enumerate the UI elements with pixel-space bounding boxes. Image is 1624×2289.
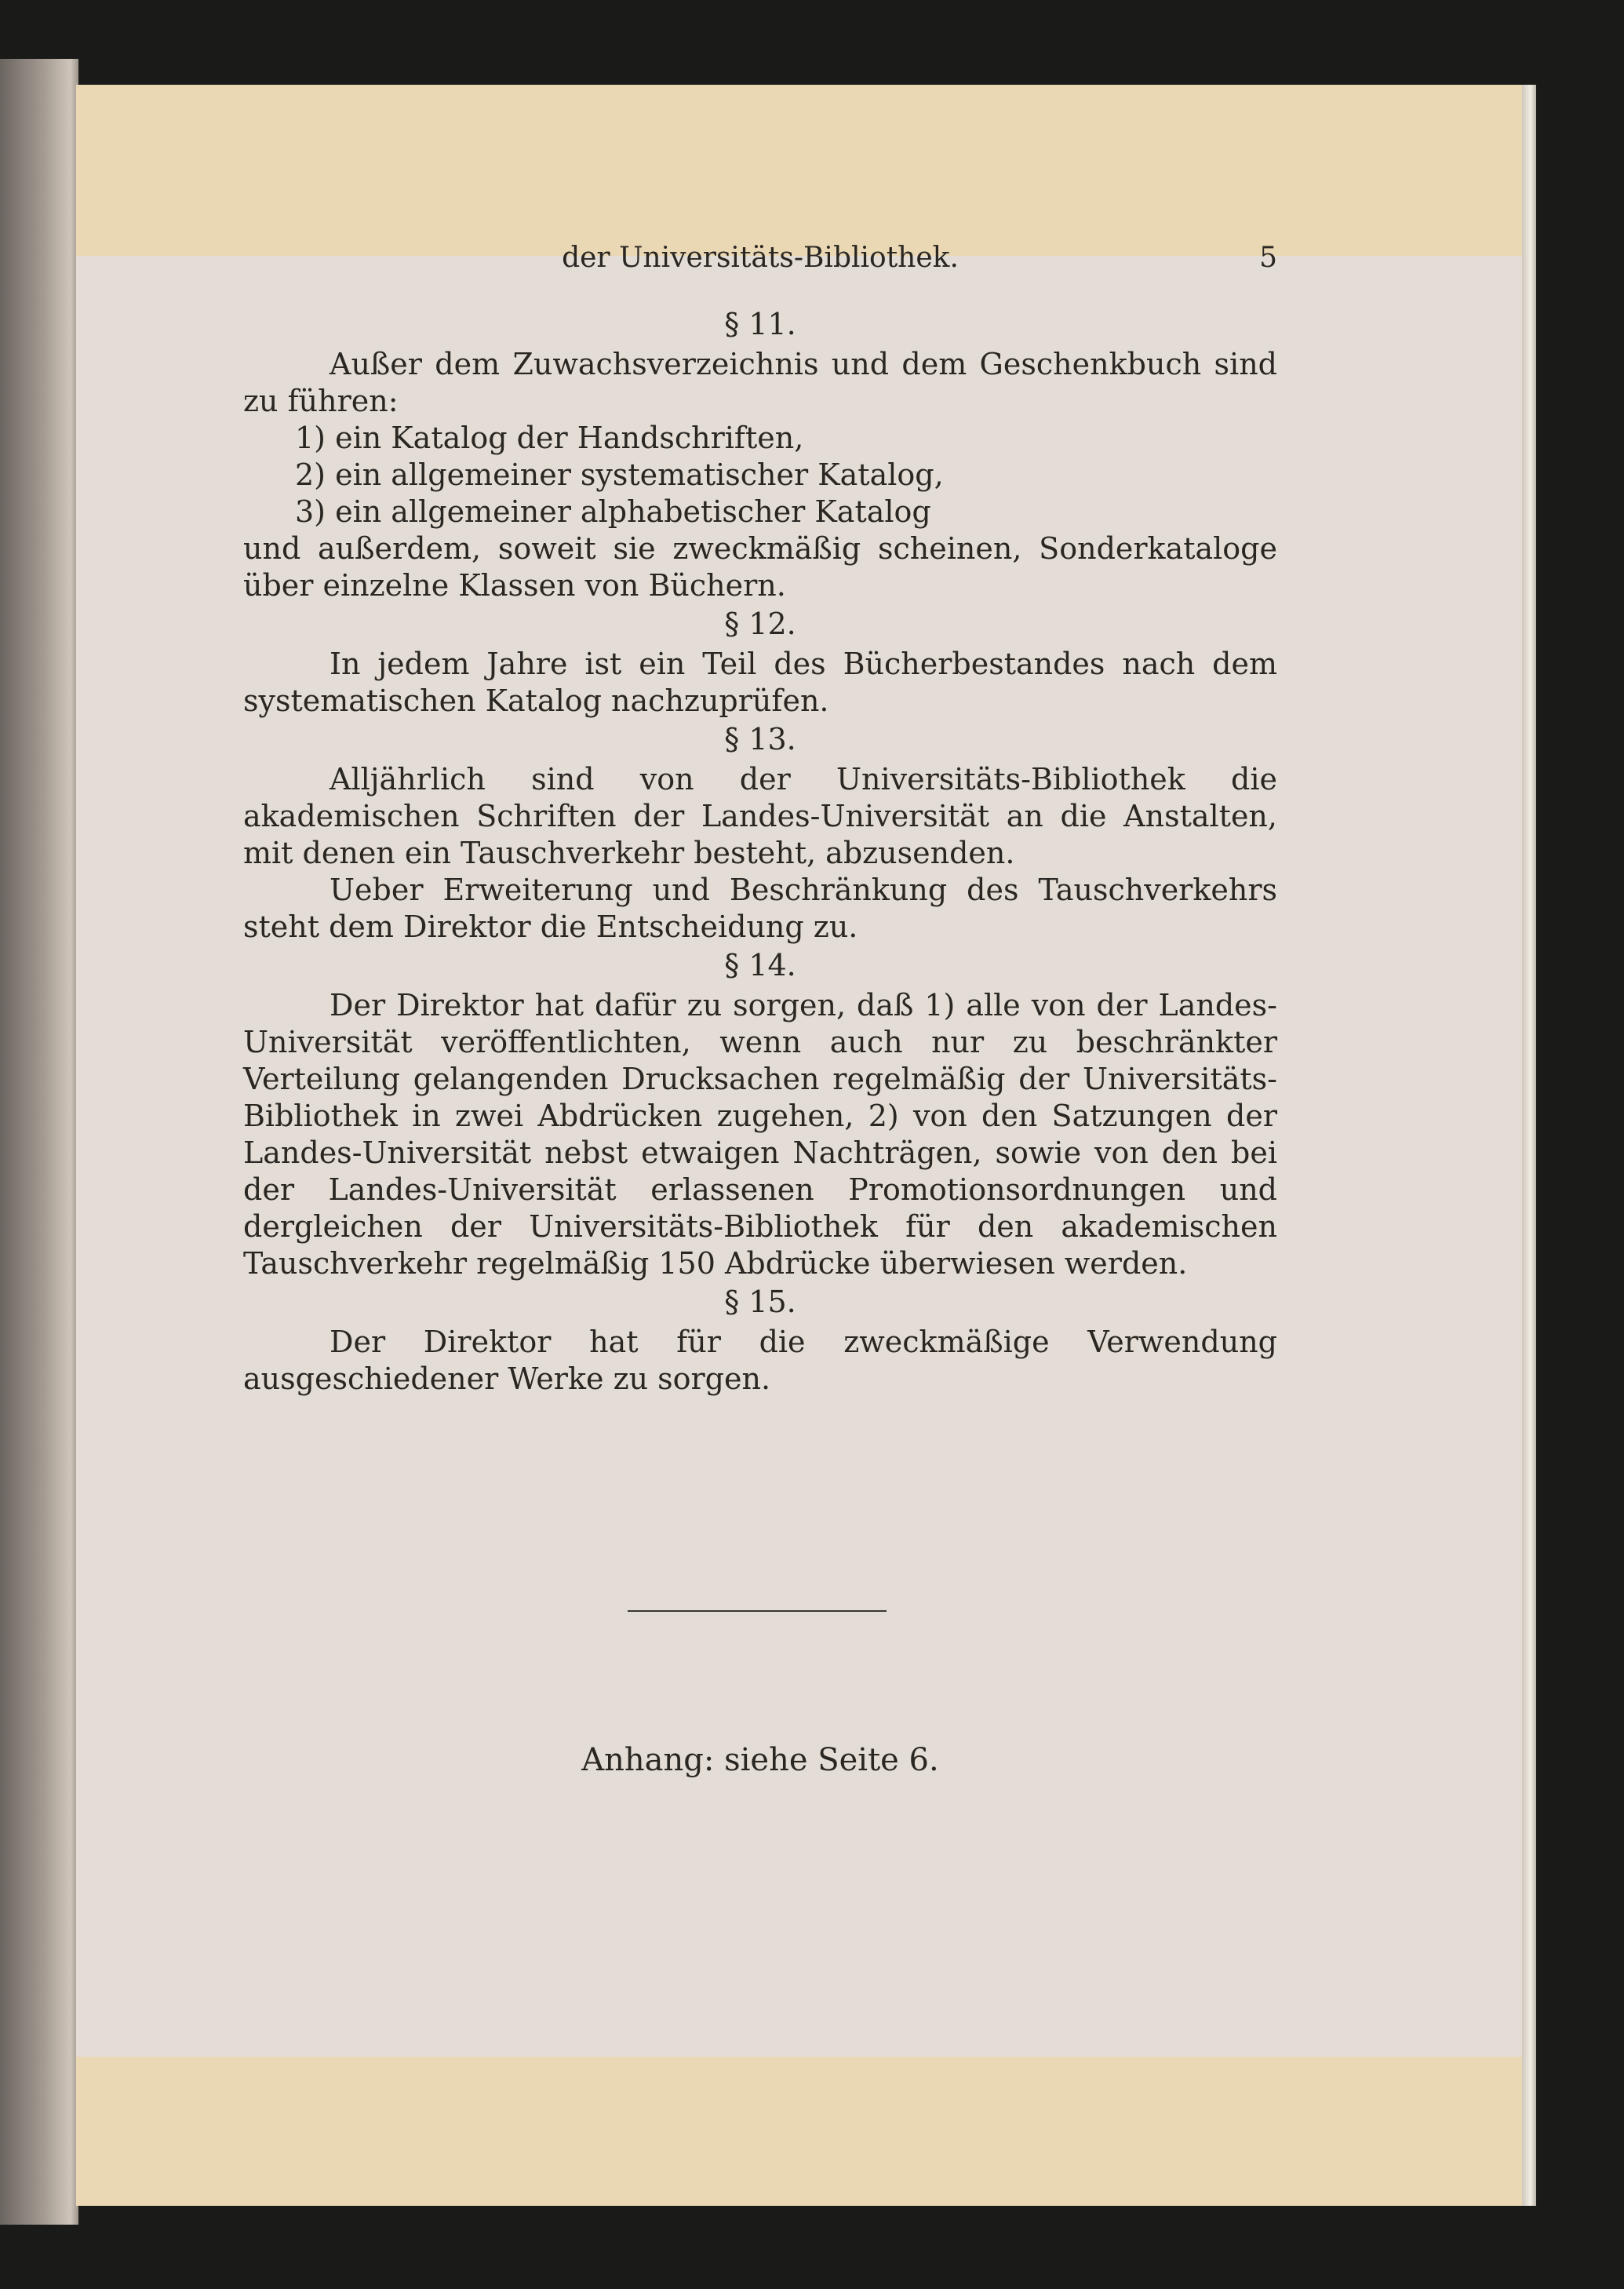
page-number: 5 [1259, 242, 1277, 274]
section-heading-13: § 13. [724, 722, 796, 756]
body-text [243, 304, 1277, 1398]
section-13-text-2: Ueber Erweiterung und Beschränkung des Tauschverkehrs steht dem Direktor die Entscheidung zu. [243, 873, 1277, 944]
catalog-list-item: 1) ein Katalog der Handschriften, [295, 421, 804, 455]
facing-page-edge [0, 59, 78, 2225]
section-11-outro: und außerdem, soweit sie zweckmäßig scheinen, Sonderkataloge über einzelne Klassen von Büchern. [243, 531, 1277, 603]
catalog-list-item: 3) ein allgemeiner alphabetischer Katalog [295, 494, 931, 529]
section-heading-14: § 14. [724, 948, 796, 982]
section-15-text: Der Direktor hat für die zweckmäßige Verwendung ausgeschiedener Werke zu sorgen. [243, 1325, 1277, 1396]
running-title: der Universitäts-Bibliothek. [562, 242, 959, 274]
page-fore-edge [1522, 85, 1536, 2206]
page-bottom-discoloration [76, 2057, 1522, 2206]
section-heading-15: § 15. [724, 1285, 796, 1319]
section-11-intro: Außer dem Zuwachsverzeichnis und dem Geschenkbuch sind zu führen: [243, 347, 1277, 418]
section-heading-12: § 12. [724, 607, 796, 641]
section-14-text: Der Direktor hat dafür zu sorgen, daß 1) alle von der Landes-Universität veröffentlichten, wenn auch nur zu beschränkter Verteilung gelangenden Drucksachen regelmäßig der Universitäts-Bibliothek in zwei Abdrücken zugehen, 2) von den Satzungen der Landes-Universität nebst etwaigen Nachträgen, sowie von den bei der Landes-Universität erlassenen Promotionsordnungen und dergleichen der Universitäts-Bibliothek für den akademischen Tauschverkehr regelmäßig 150 Abdrücke überwiesen werden. [243, 988, 1277, 1281]
appendix-note: Anhang: siehe Seite 6. [581, 1742, 939, 1778]
catalog-list-item: 2) ein allgemeiner systematischer Katalog, [295, 457, 944, 492]
page-top-discoloration [76, 85, 1522, 256]
section-13-text: Alljährlich sind von der Universitäts-Bibliothek die akademischen Schriften der Landes-Universität an die Anstalten, mit denen ein Tauschverkehr besteht, abzusenden. [243, 762, 1277, 870]
running-head [243, 242, 1277, 273]
section-12-text: In jedem Jahre ist ein Teil des Bücherbestandes nach dem systematischen Katalog nachzuprüfen. [243, 647, 1277, 718]
section-heading-11: § 11. [724, 307, 796, 341]
horizontal-rule [628, 1610, 887, 1612]
